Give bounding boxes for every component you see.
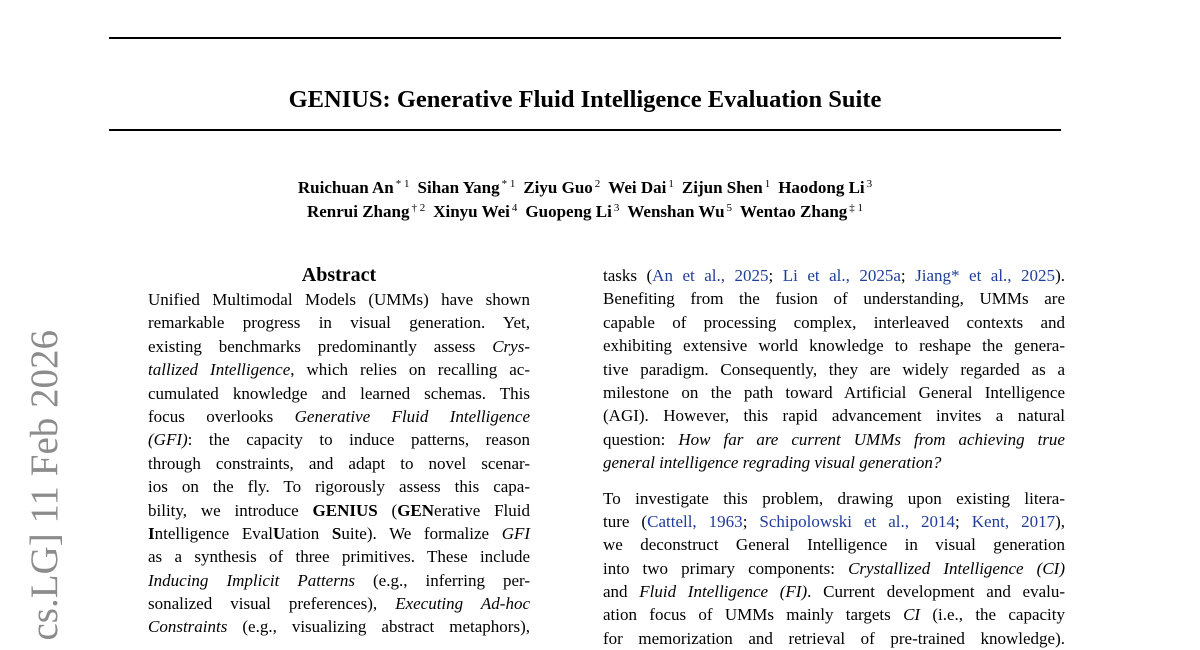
author-name: Wentao Zhang $^{\ddagger 1}$	[740, 202, 864, 221]
citation-link[interactable]: Li et al., 2025a	[782, 266, 901, 285]
abstract-line: through constraints, and adapt to novel scenar-	[148, 453, 530, 473]
right-column	[603, 264, 1065, 650]
body-text-line: milestone on the path toward Artificial General Intelligence	[603, 382, 1065, 402]
author-affiliation-mark: * 1	[395, 178, 410, 190]
body-text-line: into two primary components: Crystallized Intelligence (CI)	[603, 558, 1065, 578]
body-text-line: and Fluid Intelligence (FI). Current development and evalu-	[603, 582, 1066, 602]
abstract-line: tallized Intelligence, which relies on recalling ac-	[148, 360, 531, 380]
body-text-line: ation focus of UMMs mainly targets CI (i.e., the capacity	[603, 605, 1066, 625]
body-text-line: (AGI). However, this rapid advancement invites a natural	[603, 406, 1065, 426]
abstract-line: Intelligence EvalUation Suite). We formalize GFI	[148, 523, 531, 543]
abstract-line: sonalized visual preferences), Executing Ad-hoc	[148, 594, 530, 614]
body-text-line: exhibiting extensive world knowledge to reshape the genera-	[603, 336, 1065, 356]
author-affiliation-mark: 4	[511, 202, 518, 214]
arxiv-stamp-text: cs.LG] 11 Feb 2026	[23, 330, 66, 641]
body-text-line: ture (Cattell, 1963; Schipolowski et al., 2014; Kent, 2017),	[603, 511, 1066, 531]
citation-link[interactable]: Cattell, 1963	[647, 511, 743, 531]
author-affiliation-mark: * 1	[501, 178, 516, 190]
citation-link[interactable]: Jiang* et al., 2025	[915, 266, 1056, 285]
body-text-line: Benefiting from the fusion of understanding, UMMs are	[603, 289, 1065, 309]
abstract-heading: Abstract	[301, 264, 377, 286]
author-name: Wenshan Wu $^5$	[627, 202, 733, 221]
abstract-line: focus overlooks Generative Fluid Intelligence	[148, 406, 530, 426]
body-text-line: for memorization and retrieval of pre-trained knowledge).	[603, 628, 1065, 648]
abstract-line: Inducing Implicit Patterns (e.g., inferring per-	[148, 570, 530, 590]
introduction-paragraph-2	[603, 487, 1065, 650]
arxiv-identifier-stamp	[23, 330, 67, 641]
body-text-line: To investigate this problem, drawing upon existing litera-	[603, 488, 1065, 508]
author-list-line-2	[0, 197, 1170, 223]
abstract-body	[148, 288, 530, 639]
author-name: Haodong Li $^3$	[778, 178, 873, 197]
author-name: Ziyu Guo $^2$	[523, 178, 601, 197]
author-affiliation-mark: 1	[764, 178, 771, 190]
abstract-line: cumulated knowledge and learned schemas. This	[148, 383, 530, 403]
title-rule-top	[109, 37, 1061, 39]
citation-link[interactable]: An et al., 2025	[652, 266, 769, 285]
introduction-paragraph-1	[603, 264, 1065, 475]
abstract-line: remarkable progress in visual generation. Yet,	[148, 313, 530, 333]
paper-title: GENIUS: Generative Fluid Intelligence Evaluation Suite	[288, 86, 882, 114]
body-text-line: general intelligence regrading visual generation?	[603, 453, 942, 473]
abstract-line: bility, we introduce GENIUS (GENerative Fluid	[148, 500, 530, 520]
author-name: Sihan Yang $^{* 1}$	[417, 178, 516, 197]
abstract-line: existing benchmarks predominantly assess Crys-	[148, 336, 530, 356]
body-text-line: tasks (An et al., 2025; Li et al., 2025a; Jiang* et al., 2025).	[603, 266, 1065, 285]
citation-link[interactable]: Kent, 2017	[971, 511, 1056, 531]
author-affiliation-mark: 3	[866, 178, 873, 190]
body-text-line: capable of processing complex, interleaved contexts and	[603, 312, 1065, 332]
abstract-line: (GFI): the capacity to induce patterns, reason	[148, 430, 530, 450]
title-rule-bottom	[109, 129, 1061, 131]
body-text-line: question: How far are current UMMs from achieving true	[603, 429, 1065, 449]
body-text-line: we deconstruct General Intelligence in visual generation	[603, 535, 1065, 555]
author-name: Guopeng Li $^3$	[525, 202, 620, 221]
author-affiliation-mark: 1	[668, 178, 674, 190]
citation-link[interactable]: Schipolowski et al., 2014	[759, 511, 956, 531]
author-name: Ruichuan An $^{* 1}$	[297, 178, 410, 197]
abstract-line: Constraints (e.g., visualizing abstract metaphors),	[148, 617, 530, 637]
author-affiliation-mark: ‡ 1	[849, 202, 864, 214]
author-affiliation-mark: 2	[594, 178, 601, 190]
author-affiliation-mark: 3	[613, 202, 620, 214]
abstract-line: ios on the fly. To rigorously assess this capa-	[148, 477, 530, 497]
left-column	[148, 262, 530, 639]
author-name: Wei Dai $^1$	[608, 178, 674, 197]
author-affiliation-mark: 5	[726, 202, 733, 214]
abstract-line: as a synthesis of three primitives. These include	[148, 547, 530, 567]
abstract-line: Unified Multimodal Models (UMMs) have shown	[148, 290, 530, 309]
author-affiliation-mark: † 2	[411, 202, 426, 214]
author-name: Zijun Shen $^1$	[681, 178, 771, 197]
body-text-line: tive paradigm. Consequently, they are widely regarded as a	[603, 359, 1065, 379]
author-name: Xinyu Wei $^4$	[433, 202, 518, 221]
author-name: Renrui Zhang $^{\dagger 2}$	[306, 202, 426, 221]
author-list-line-1	[0, 173, 1170, 199]
